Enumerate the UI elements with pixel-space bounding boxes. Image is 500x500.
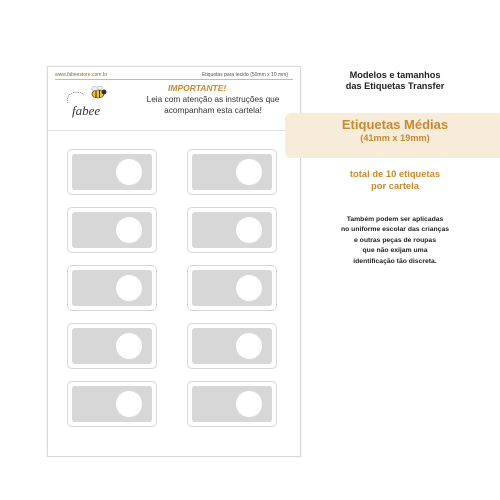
transfer-label <box>67 207 157 253</box>
important-heading: IMPORTANTE! <box>168 83 227 93</box>
total-line-1: total de 10 etiquetas <box>349 168 441 179</box>
models-line-2: das Etiquetas Transfer <box>345 81 445 91</box>
models-title <box>305 70 485 92</box>
label-sheet <box>47 66 301 457</box>
header-divider <box>48 130 300 131</box>
label-photo-circle <box>236 391 262 417</box>
transfer-label <box>187 207 277 253</box>
instructions-line-2: acompanham esta cartela! <box>164 105 262 115</box>
usage-line-3: e outras peças de roupas <box>354 236 436 244</box>
label-print-area <box>72 154 152 190</box>
label-print-area <box>192 154 272 190</box>
transfer-label <box>67 323 157 369</box>
label-print-area <box>192 328 272 364</box>
transfer-label <box>187 381 277 427</box>
usage-line-1: Também podem ser aplicadas <box>346 216 444 223</box>
instructions-text <box>125 94 301 116</box>
label-photo-circle <box>236 333 262 359</box>
size-dimensions: (41mm x 19mm) <box>360 133 430 143</box>
total-line-2: por cartela <box>371 180 419 191</box>
transfer-label <box>67 265 157 311</box>
fabee-logo <box>62 85 114 121</box>
label-print-area <box>72 386 152 422</box>
label-photo-circle <box>116 159 142 185</box>
label-print-area <box>72 212 152 248</box>
size-name: Etiquetas Médias <box>341 117 449 132</box>
usage-line-4: que não exijam uma <box>362 247 428 255</box>
label-photo-circle <box>236 275 262 301</box>
label-photo-circle <box>116 275 142 301</box>
label-photo-circle <box>116 333 142 359</box>
bee-logo-icon <box>62 85 114 121</box>
transfer-label <box>67 149 157 195</box>
label-photo-circle <box>236 159 262 185</box>
label-print-area <box>72 328 152 364</box>
label-print-area <box>72 270 152 306</box>
transfer-label <box>187 323 277 369</box>
label-print-area <box>192 270 272 306</box>
logo-wordmark: fabee <box>72 103 101 118</box>
header-rule <box>55 79 293 80</box>
usage-line-2: no uniforme escolar das crianças <box>340 226 450 234</box>
usage-line-5: identificação tão discreta. <box>353 257 437 265</box>
label-print-area <box>192 386 272 422</box>
site-url: www.fabeestore.com.br <box>55 72 108 78</box>
transfer-label <box>187 265 277 311</box>
total-labels-text <box>305 168 485 192</box>
label-print-area <box>192 212 272 248</box>
label-photo-circle <box>116 217 142 243</box>
sheet-subtitle: Etiquetas para tecido (50mm x 10 mm) <box>201 72 288 78</box>
label-photo-circle <box>236 217 262 243</box>
usage-note <box>305 215 485 267</box>
models-line-1: Modelos e tamanhos <box>349 70 441 80</box>
label-photo-circle <box>116 391 142 417</box>
transfer-label <box>67 381 157 427</box>
transfer-label <box>187 149 277 195</box>
sheet-header <box>48 67 300 131</box>
instructions-line-1: Leia com atenção as instruções que <box>146 94 280 104</box>
